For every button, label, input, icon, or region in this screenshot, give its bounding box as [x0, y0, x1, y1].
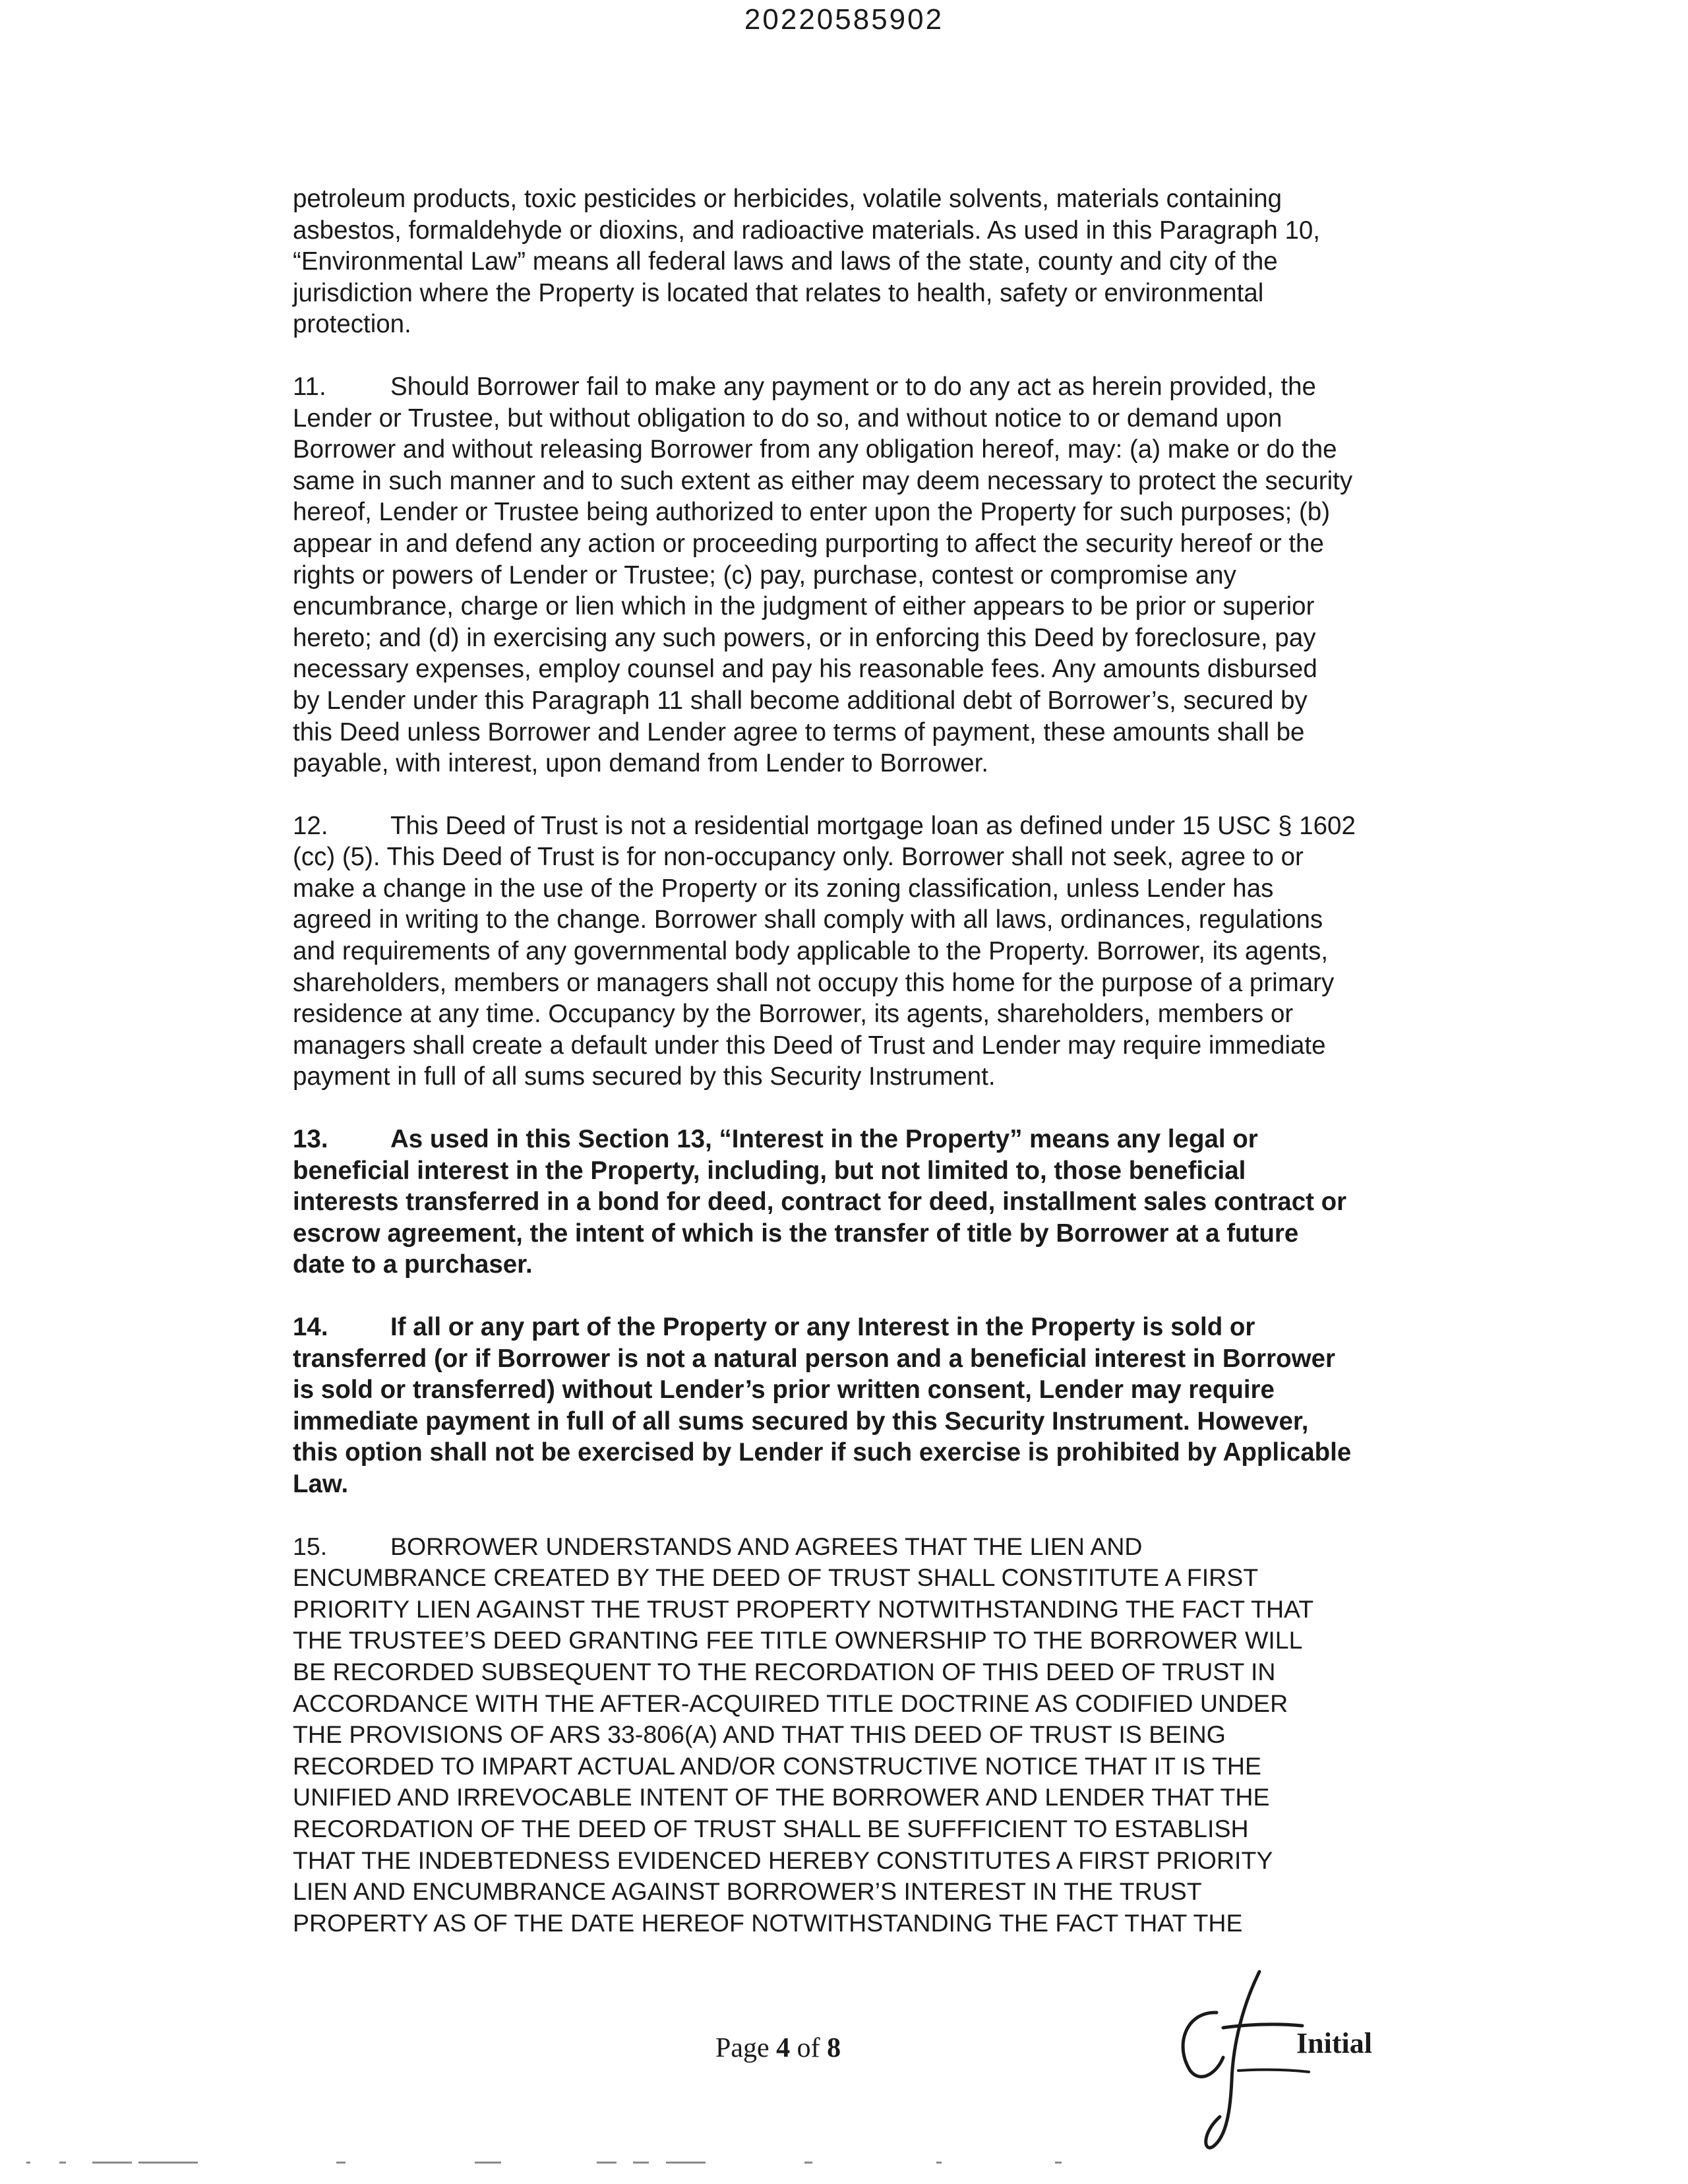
paragraph-14-number: 14. — [293, 1313, 328, 1341]
paragraph-12-number: 12. — [293, 811, 328, 840]
document-body — [293, 183, 1453, 1970]
paragraph-11-number: 11. — [293, 372, 326, 401]
paragraph-15-text: BORROWER UNDERSTANDS AND AGREES THAT THE LIEN AND ENCUMBRANCE CREATED BY THE DEED OF TRUST SHALL CONSTITUTE A FIRST PRIORITY LIEN AGAINST THE TRUST PROPERTY NOTWITHSTANDING THE FACT THAT THE TRUSTEE’S DEED GRANTING FEE TITLE OWNERSHIP TO THE BORROWER WILL BE RECORDED SUBSEQUENT TO THE RECORDATION OF THIS DEED OF TRUST IN ACCORDANCE WITH THE AFTER-ACQUIRED TITLE DOCTRINE AS CODIFIED UNDER THE PROVISIONS OF ARS 33-806(A) AND THAT THIS DEED OF TRUST IS BEING RECORDED TO IMPART ACTUAL AND/OR CONSTRUCTIVE NOTICE THAT IT IS THE UNIFIED AND IRREVOCABLE INTENT OF THE BORROWER AND LENDER THAT THE RECORDATION OF THE DEED OF TRUST SHALL BE SUFFFICIENT TO ESTABLISH THAT THE INDEBTEDNESS EVIDENCED HEREBY CONSTITUTES A FIRST PRIORITY LIEN AND ENCUMBRANCE AGAINST BORROWER’S INTEREST IN THE TRUST PROPERTY AS OF THE DATE HEREOF NOTWITHSTANDING THE FACT THAT THE — [293, 1532, 1314, 1937]
paragraph-11 — [293, 371, 1453, 779]
page-middle: of — [790, 2033, 828, 2063]
paragraph-14 — [293, 1312, 1453, 1500]
paragraph-15 — [293, 1531, 1453, 1939]
initial-label: Initial — [1296, 2027, 1372, 2059]
scan-artifact-marks — [0, 2150, 1688, 2176]
page-current: 4 — [776, 2033, 791, 2063]
paragraph-15-number: 15. — [293, 1532, 328, 1560]
paragraph-13 — [293, 1124, 1453, 1281]
paragraph-12 — [293, 810, 1453, 1093]
paragraph-11-text: Should Borrower fail to make any payment or to do any act as herein provided, the Lender or Trustee, but without obligation to do so, and without notice to or demand upon Borrower and without releasing Borrower from any obligation hereof, may: (a) make or do the same in such manner and to such extent as either may deem necessary to protect the security hereof, Lender or Trustee being authorized to enter upon the Property for such purposes; (b) appear in and defend any action or proceeding purporting to affect the security hereof or the rights or powers of Lender or Trustee; (c) pay, purchase, contest or compromise any encumbrance, charge or lien which in the judgment of either appears to be prior or superior hereto; and (d) in exercising any such powers, or in enforcing this Deed by foreclosure, pay necessary expenses, employ counsel and pay his reasonable fees. Any amounts disbursed by Lender under this Paragraph 11 shall become additional debt of Borrower’s, secured by this Deed unless Borrower and Lender agree to terms of payment, these amounts shall be payable, with interest, upon demand from Lender to Borrower. — [293, 372, 1353, 778]
paragraph-14-text: If all or any part of the Property or any Interest in the Property is sold or transferred (or if Borrower is not a natural person and a beneficial interest in Borrower is sold or transferred) without Lender’s prior written consent, Lender may require immediate payment in full of all sums secured by this Security Instrument. However, this option shall not be exercised by Lender if such exercise is prohibited by Applicable Law. — [293, 1313, 1352, 1498]
paragraph-13-number: 13. — [293, 1125, 328, 1154]
handwritten-initials-icon — [1160, 1965, 1312, 2163]
page-indicator — [715, 2031, 841, 2065]
document-number: 20220585902 — [744, 3, 944, 36]
paragraph-12-text: This Deed of Trust is not a residential mortgage loan as defined under 15 USC § 1602 (cc) (5). This Deed of Trust is for non-occupancy only. Borrower shall not seek, agree to or make a change in the use of the Property or its zoning classification, unless Lender has agreed in writing to the change. Borrower shall comply with all laws, ordinances, regulations and requirements of any governmental body applicable to the Property. Borrower, its agents, shareholders, members or managers shall not occupy this home for the purpose of a primary residence at any time. Occupancy by the Borrower, its agents, shareholders, members or managers shall create a default under this Deed of Trust and Lender may require immediate payment in full of all sums secured by this Security Instrument. — [293, 811, 1356, 1091]
page-total: 8 — [827, 2033, 841, 2063]
paragraph-10-continued: petroleum products, toxic pesticides or herbicides, volatile solvents, materials containing asbestos, formaldehyde or dioxins, and radioactive materials. As used in this Paragraph 10, “Environmental Law” means all federal laws and laws of the state, county and city of the jurisdiction where the Property is located that relates to health, safety or environmental protection. — [293, 185, 1320, 339]
paragraph-13-text: As used in this Section 13, “Interest in the Property” means any legal or beneficial interest in the Property, including, but not limited to, those beneficial interests transferred in a bond for deed, contract for deed, installment sales contract or escrow agreement, the intent of which is the transfer of title by Borrower at a future date to a purchaser. — [293, 1125, 1347, 1279]
page-prefix: Page — [715, 2033, 777, 2063]
